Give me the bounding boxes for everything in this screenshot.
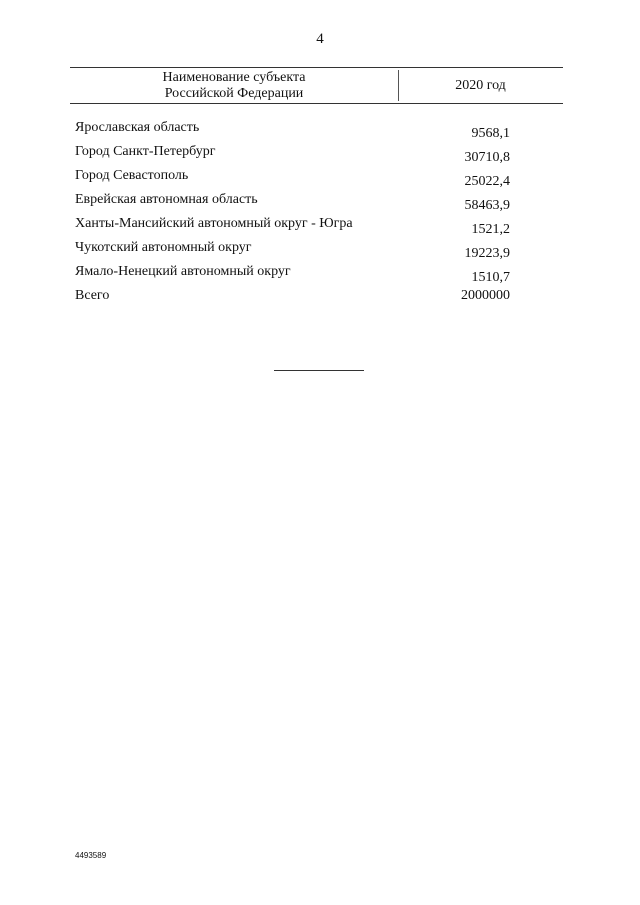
table-row	[0, 168, 640, 192]
document-id: 4493589	[75, 851, 107, 860]
header-bottom-rule	[70, 103, 563, 104]
table-row	[0, 264, 640, 288]
column-header-region-line1: Наименование субъекта	[162, 70, 306, 85]
region-value: 19223,9	[464, 246, 510, 261]
table-total-row	[0, 288, 640, 312]
end-of-document-line	[274, 370, 364, 371]
total-label: Всего	[75, 288, 110, 303]
header-top-rule	[70, 67, 563, 68]
region-value: 30710,8	[464, 150, 510, 165]
page-number: 4	[316, 31, 324, 47]
region-value: 1521,2	[471, 222, 510, 237]
column-header-region-line2: Российской Федерации	[164, 86, 304, 101]
table-row	[0, 120, 640, 144]
region-name: Город Севастополь	[75, 168, 189, 183]
total-value: 2000000	[461, 288, 510, 303]
region-value: 9568,1	[471, 126, 510, 141]
region-name: Ханты-Мансийский автономный округ - Югра	[75, 216, 353, 231]
region-name: Ямало-Ненецкий автономный округ	[75, 264, 291, 279]
region-name: Еврейская автономная область	[75, 192, 258, 207]
table-row	[0, 144, 640, 168]
column-header-region	[70, 70, 398, 102]
region-name: Город Санкт-Петербург	[75, 144, 216, 159]
region-value: 25022,4	[464, 174, 510, 189]
table-row	[0, 216, 640, 240]
region-value: 58463,9	[464, 198, 510, 213]
column-header-year: 2020 год	[455, 78, 506, 93]
table-body	[0, 120, 640, 312]
region-value: 1510,7	[471, 270, 510, 285]
region-name: Чукотский автономный округ	[75, 240, 252, 255]
table-row	[0, 240, 640, 264]
table-header	[70, 67, 563, 103]
table-row	[0, 192, 640, 216]
region-name: Ярославская область	[75, 120, 200, 135]
